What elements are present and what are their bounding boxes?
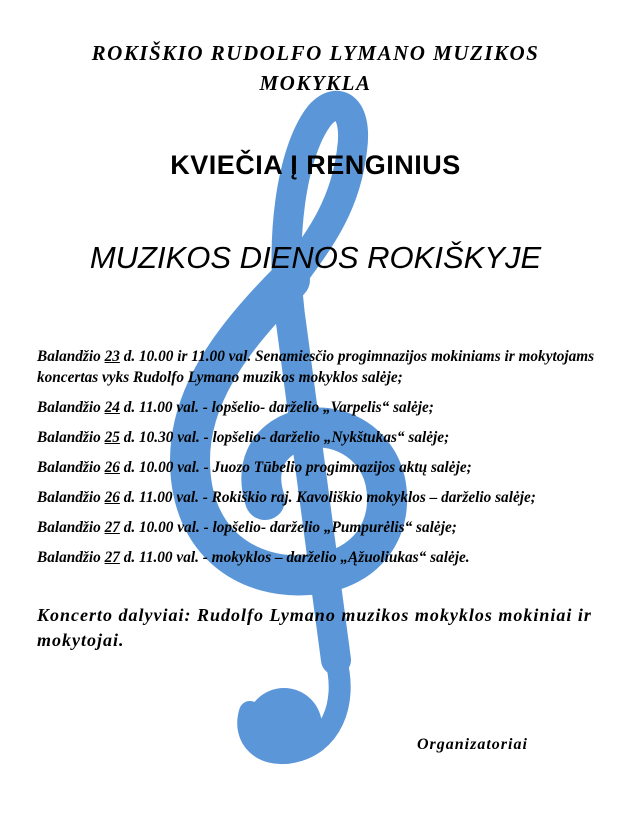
schedule-day: 25 <box>104 429 120 446</box>
schedule-day: 27 <box>104 519 120 536</box>
schedule-month: Balandžio <box>37 429 101 446</box>
school-name-line1: ROKIŠKIO RUDOLFO LYMANO MUZIKOS <box>91 41 540 65</box>
schedule-details: d. 11.00 val. - lopšelio- darželio „Varpelis“ salėje; <box>119 399 434 416</box>
schedule-month: Balandžio <box>37 489 101 506</box>
school-name-line2: MOKYKLA <box>259 71 372 95</box>
schedule-details: d. 10.00 val. - Juozo Tūbelio progimnazijos aktų salėje; <box>119 459 472 476</box>
organizers-signature: Organizatoriai <box>417 736 528 753</box>
school-name <box>0 38 631 98</box>
schedule-item <box>37 397 612 418</box>
schedule-details: d. 10.00 val. - lopšelio- darželio „Pumpurėlis“ salėje; <box>119 519 457 536</box>
schedule-details: d. 10.00 ir 11.00 val. Senamiesčio progimnazijos mokiniams ir mokytojams koncertas vyks Rudolfo Lymano muzikos mokyklos salėje; <box>37 348 595 386</box>
schedule-list <box>37 346 612 577</box>
schedule-item <box>37 427 612 448</box>
schedule-day: 26 <box>104 459 120 476</box>
event-title: MUZIKOS DIENOS ROKIŠKYJE <box>89 240 542 275</box>
schedule-day: 26 <box>104 489 120 506</box>
schedule-item <box>37 517 612 538</box>
schedule-day: 24 <box>104 399 120 416</box>
schedule-item <box>37 547 612 568</box>
schedule-item <box>37 346 612 388</box>
invite-heading: KVIEČIA Į RENGINIUS <box>170 150 461 180</box>
schedule-item <box>37 487 612 508</box>
schedule-month: Balandžio <box>37 459 101 476</box>
schedule-details: d. 11.00 val. - Rokiškio raj. Kavoliškio mokyklos – darželio salėje; <box>119 489 536 506</box>
schedule-month: Balandžio <box>37 549 101 566</box>
performers-note: Koncerto dalyviai: Rudolfo Lymano muzikos mokyklos mokiniai ir mokytojai. <box>37 605 592 650</box>
schedule-day: 27 <box>104 549 120 566</box>
schedule-item <box>37 457 612 478</box>
schedule-month: Balandžio <box>37 348 101 365</box>
schedule-details: d. 10.30 val. - lopšelio- darželio „Nykštukas“ salėje; <box>119 429 450 446</box>
schedule-details: d. 11.00 val. - mokyklos – darželio „Ąžuoliukas“ salėje. <box>119 549 470 566</box>
schedule-day: 23 <box>104 348 120 365</box>
schedule-month: Balandžio <box>37 519 101 536</box>
schedule-month: Balandžio <box>37 399 101 416</box>
